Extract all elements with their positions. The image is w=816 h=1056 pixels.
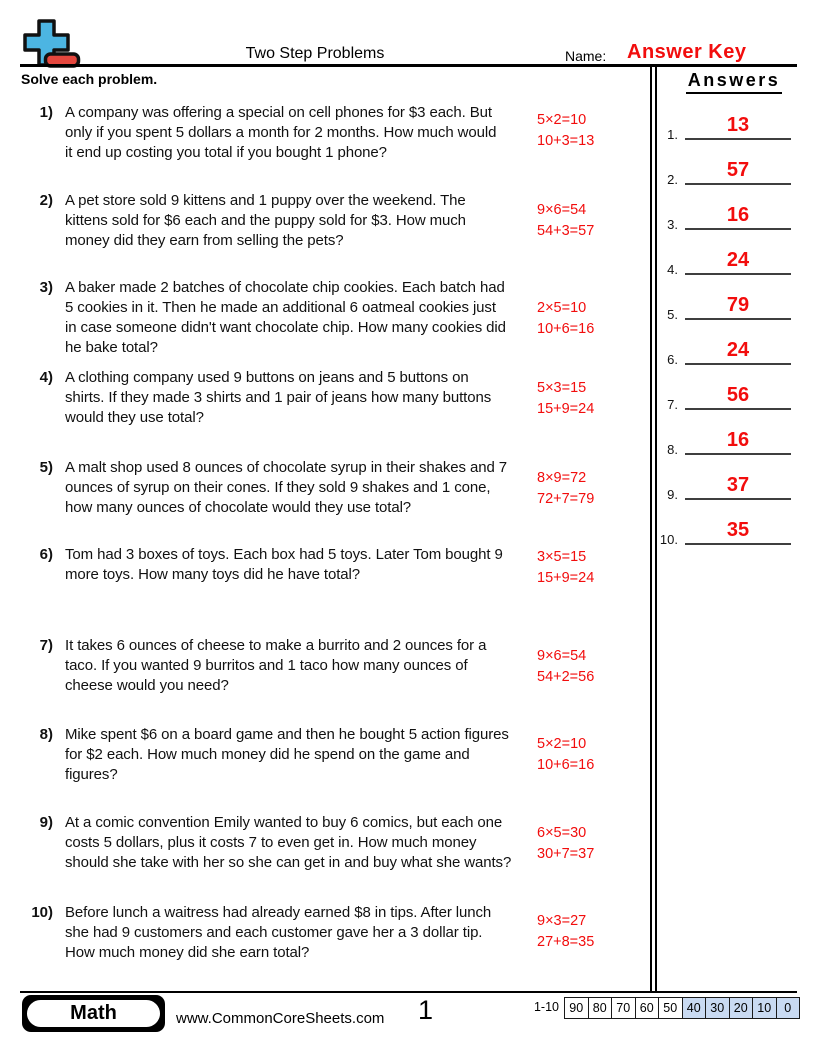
grade-scale (565, 997, 800, 1019)
page-title: Two Step Problems (245, 45, 385, 62)
problem-text-line: should she take with her so she can get in and buy what she wants? (65, 854, 512, 871)
answer-number: 1. (667, 127, 678, 142)
problem-number: 4) (39, 369, 53, 386)
problem-text-line: money did they earn from selling the pets? (65, 232, 344, 249)
problem-text-line: figures? (65, 766, 118, 783)
problem-text-line: for $2 each. How much money did he spend on the game and (65, 746, 470, 763)
grade-scale-cell: 60 (635, 997, 660, 1019)
answer-line (685, 248, 791, 275)
work-equation: 15+9=24 (537, 401, 595, 417)
answer-key-value: Answer Key (627, 41, 747, 63)
work-equation: 15+9=24 (537, 570, 595, 586)
problem-text-line: shirts. If they made 3 shirts and 1 pair of jeans how many buttons (65, 389, 492, 406)
grade-scale-cell: 0 (776, 997, 801, 1019)
work-equation: 54+2=56 (537, 669, 595, 685)
grade-scale-cell: 50 (658, 997, 683, 1019)
work-equation: 5×2=10 (537, 736, 587, 752)
answer-value: 13 (726, 114, 750, 136)
answer-row (0, 160, 816, 185)
answer-line (685, 338, 791, 365)
answer-line (685, 203, 791, 230)
grade-scale-range: 1-10 (533, 1000, 559, 1014)
problem-text-line: Before lunch a waitress had already earned $8 in tips. After lunch (65, 904, 492, 921)
grade-scale-cell: 40 (682, 997, 707, 1019)
problem-number: 5) (39, 459, 53, 476)
problem-text-line: At a comic convention Emily wanted to buy 6 comics, but each one (65, 814, 503, 831)
problem-number: 8) (39, 726, 53, 743)
problem-number: 6) (39, 546, 53, 563)
problem-text-line: How much money did she earn total? (65, 944, 310, 961)
answer-line (685, 293, 791, 320)
grade-scale-cell: 10 (752, 997, 777, 1019)
work-equation: 10+3=13 (537, 133, 595, 149)
problem-text-line: costs 5 dollars, plus it costs 7 to even get in. How much money (65, 834, 477, 851)
answer-number: 5. (667, 307, 678, 322)
problem-text-line: kittens sold for $6 each and the puppy sold for $3. How much (65, 212, 466, 229)
answer-value: 16 (726, 429, 750, 451)
grade-scale-cell: 90 (564, 997, 589, 1019)
answer-line (685, 383, 791, 410)
math-brand-badge (22, 995, 165, 1032)
problem-text (65, 725, 541, 785)
problem-number: 3) (39, 279, 53, 296)
answer-number: 4. (667, 262, 678, 277)
problem-text-line: 5 cookies in it. Then he made an additional 6 oatmeal cookies just (65, 299, 496, 316)
brand-label: Math (27, 1000, 160, 1027)
answer-row (0, 250, 816, 275)
problem-text-line: Tom had 3 boxes of toys. Each box had 5 toys. Later Tom bought 9 (65, 546, 503, 563)
grade-scale-cell: 80 (588, 997, 613, 1019)
header-rule (20, 64, 797, 67)
problem-number: 2) (39, 192, 53, 209)
answer-value: 79 (726, 294, 750, 316)
problem-work (537, 911, 649, 953)
answer-number: 9. (667, 487, 678, 502)
answer-row (0, 340, 816, 365)
work-equation: 8×9=72 (537, 470, 587, 486)
problem-text-line: Mike spent $6 on a board game and then he bought 5 action figures (65, 726, 509, 743)
answer-line (685, 158, 791, 185)
grade-scale-cell: 20 (729, 997, 754, 1019)
answer-number: 8. (667, 442, 678, 457)
answer-row (0, 385, 816, 410)
answer-line (685, 518, 791, 545)
answer-row (0, 295, 816, 320)
answer-number: 6. (667, 352, 678, 367)
problem-text-line: It takes 6 ounces of cheese to make a burrito and 2 ounces for a (65, 637, 487, 654)
answer-number: 10. (659, 532, 678, 547)
answer-number: 2. (667, 172, 678, 187)
answer-value: 24 (726, 339, 750, 361)
answer-value: 16 (726, 204, 750, 226)
problem-text-line: taco. If you wanted 9 burritos and 1 taco how many ounces of (65, 657, 468, 674)
work-equation: 9×6=54 (537, 202, 587, 218)
instructions: Solve each problem. (21, 71, 158, 87)
problem-text-line: it end up costing you total if you bought 1 phone? (65, 144, 387, 161)
work-equation: 27+8=35 (537, 934, 595, 950)
problem-text-line: only if you spent 5 dollars a month for 2 months. How much would (65, 124, 497, 141)
answer-line (685, 113, 791, 140)
problem-text-line: in case someone didn't want chocolate chip. How many cookies did (65, 319, 506, 336)
problem-text-line: more toys. How many toys did he have total? (65, 566, 361, 583)
answer-row (0, 115, 816, 140)
work-equation: 5×3=15 (537, 380, 587, 396)
problem-work (537, 823, 649, 865)
work-equation: 10+6=16 (537, 321, 595, 337)
problem-text-line: A baker made 2 batches of chocolate chip cookies. Each batch had (65, 279, 505, 296)
website-url: www.CommonCoreSheets.com (176, 1010, 385, 1027)
problem-number: 10) (31, 904, 53, 921)
answer-value: 37 (726, 474, 750, 496)
work-equation: 10+6=16 (537, 757, 595, 773)
problem-text-line: how many ounces of chocolate would they use total? (65, 499, 412, 516)
work-equation: 72+7=79 (537, 491, 595, 507)
problem-number: 7) (39, 637, 53, 654)
problem-text (65, 545, 541, 585)
work-equation: 2×5=10 (537, 300, 587, 316)
footer-rule (20, 991, 797, 993)
answer-line (685, 473, 791, 500)
problem-work (537, 646, 649, 688)
grade-scale-cell: 30 (705, 997, 730, 1019)
work-equation: 3×5=15 (537, 549, 587, 565)
problem-text (65, 813, 541, 873)
problem-text-line: ounces of syrup on their cones. If they sold 9 shakes and 1 cone, (65, 479, 491, 496)
grade-scale-cell: 70 (611, 997, 636, 1019)
work-equation: 6×5=30 (537, 825, 587, 841)
problem-text-line: A clothing company used 9 buttons on jeans and 5 buttons on (65, 369, 469, 386)
answer-value: 24 (726, 249, 750, 271)
answer-row (0, 475, 816, 500)
work-equation: 9×6=54 (537, 648, 587, 664)
problem-work (537, 547, 649, 589)
answer-row (0, 520, 816, 545)
answers-title: Answers (652, 70, 816, 94)
answer-number: 7. (667, 397, 678, 412)
problem-text-line: she had 9 customers and each customer gave her a 3 dollar tip. (65, 924, 483, 941)
problem-text-line: A company was offering a special on cell phones for $3 each. But (65, 104, 492, 121)
answer-value: 56 (726, 384, 750, 406)
answer-row (0, 430, 816, 455)
answer-value: 57 (726, 159, 750, 181)
problem-text-line: A malt shop used 8 ounces of chocolate syrup in their shakes and 7 (65, 459, 508, 476)
problem-text-line: A pet store sold 9 kittens and 1 puppy over the weekend. The (65, 192, 466, 209)
work-equation: 30+7=37 (537, 846, 595, 862)
work-equation: 54+3=57 (537, 223, 595, 239)
problem-text-line: would they use total? (65, 409, 204, 426)
work-equation: 5×2=10 (537, 112, 587, 128)
problem-work (537, 734, 649, 776)
work-equation: 9×3=27 (537, 913, 587, 929)
name-label: Name: (565, 48, 607, 64)
answer-number: 3. (667, 217, 678, 232)
problem-text (65, 636, 541, 696)
problem-text-line: cheese would you need? (65, 677, 229, 694)
answer-value: 35 (726, 519, 750, 541)
problem-number: 1) (39, 104, 53, 121)
page-number: 1 (418, 995, 434, 1025)
problem-text-line: he bake total? (65, 339, 158, 356)
problem-text (65, 903, 541, 963)
answer-row (0, 205, 816, 230)
problem-number: 9) (39, 814, 53, 831)
answer-line (685, 428, 791, 455)
